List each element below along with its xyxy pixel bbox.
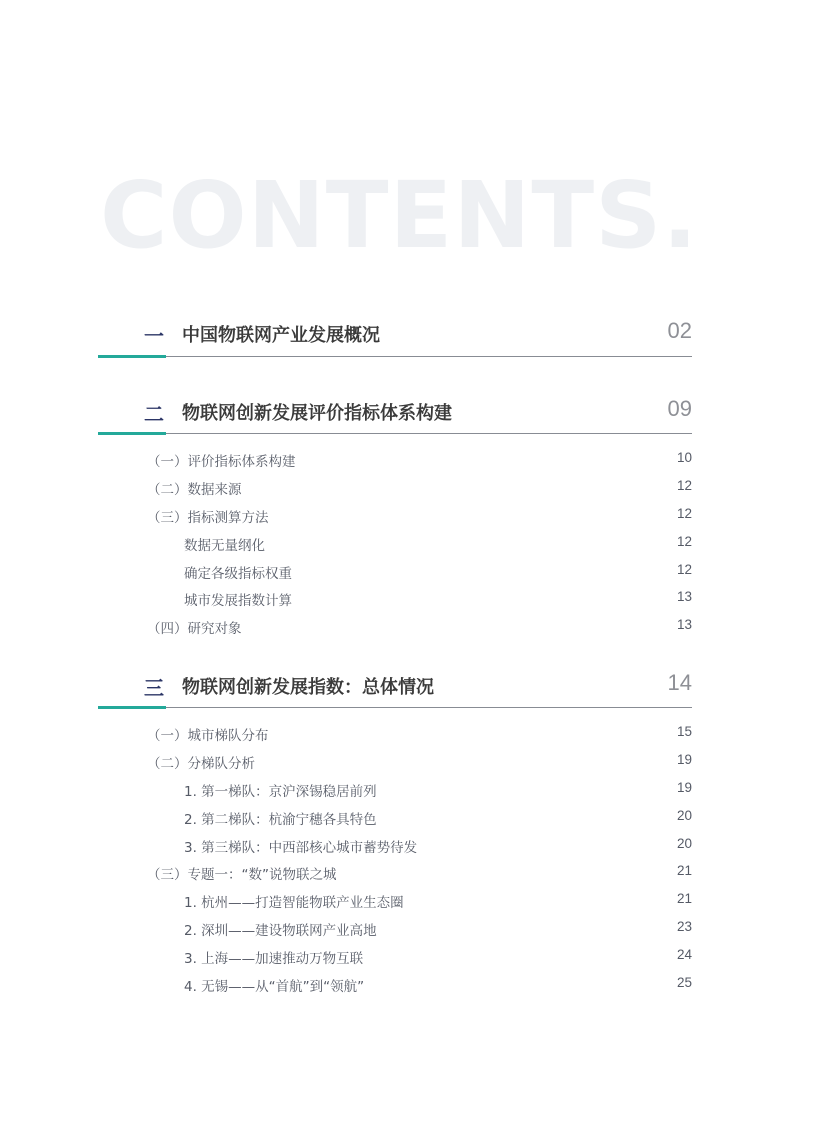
toc-item[interactable] (147, 617, 692, 645)
section-accent-bar (98, 706, 166, 709)
section-accent-bar (98, 355, 166, 358)
toc-item[interactable] (147, 724, 692, 752)
toc-item-page: 20 (676, 835, 692, 851)
toc-item-text: 1. 第一梯队：京沪深锡稳居前列 (184, 783, 377, 800)
section-rule (98, 433, 692, 434)
toc-item-page: 15 (676, 724, 692, 739)
toc-section-3[interactable] (98, 670, 692, 700)
toc-item[interactable] (147, 478, 692, 506)
toc-item-text: 2. 第二梯队：杭渝宁穗各具特色 (184, 811, 377, 828)
toc-item-page: 24 (676, 947, 692, 963)
toc-item-text: 城市发展指数计算 (184, 593, 292, 610)
toc-item-page: 20 (676, 807, 692, 823)
toc-item[interactable] (147, 780, 692, 808)
toc-item[interactable] (147, 506, 692, 534)
toc-item-text: 3. 第三梯队：中西部核心城市蓄势待发 (184, 839, 418, 856)
toc-item-text: （一）评价指标体系构建 (147, 454, 296, 470)
section-accent-bar (98, 432, 166, 435)
toc-item[interactable] (147, 836, 692, 864)
toc-item-text: 2. 深圳——建设物联网产业高地 (184, 923, 377, 940)
section-page: 09 (667, 396, 692, 421)
toc-item-text: 4. 无锡——从“首航”到“领航” (184, 979, 365, 996)
toc-item-text: （三）指标测算方法 (147, 509, 269, 526)
toc-list-section-3 (147, 724, 692, 1003)
toc-item[interactable] (147, 534, 692, 562)
toc-item[interactable] (147, 589, 692, 617)
section-title: 物联网创新发展评价指标体系构建 (182, 403, 452, 424)
section-page: 02 (667, 318, 692, 343)
toc-item[interactable] (147, 808, 692, 836)
toc-item-text: 数据无量纲化 (184, 537, 265, 554)
toc-item-text: （三）专题一：“数”说物联之城 (147, 867, 337, 884)
toc-item-text: （一）城市梯队分布 (147, 728, 269, 744)
toc-item-text: （二）数据来源 (147, 481, 242, 498)
toc-item-page: 19 (676, 779, 692, 795)
toc-item-text: 1. 杭州——打造智能物联产业生态圈 (184, 895, 404, 912)
toc-section-1[interactable] (98, 318, 692, 348)
toc-item-text: 3. 上海——加速推动万物互联 (184, 951, 364, 968)
toc-item-page: 19 (676, 751, 692, 767)
section-rule (98, 707, 692, 708)
section-number: 一 (144, 324, 164, 348)
section-rule (98, 356, 692, 357)
toc-item-page: 12 (676, 477, 692, 493)
toc-section-2[interactable] (98, 396, 692, 426)
section-number: 三 (144, 676, 164, 700)
toc-item[interactable] (147, 752, 692, 780)
toc-item-page: 13 (676, 617, 692, 633)
toc-item[interactable] (147, 863, 692, 891)
toc-item-page: 25 (676, 975, 692, 991)
toc-item[interactable] (147, 450, 692, 478)
toc-item-page: 12 (676, 505, 692, 521)
toc-item[interactable] (147, 975, 692, 1003)
toc-item-text: 确定各级指标权重 (184, 565, 292, 582)
toc-list-section-2 (147, 450, 692, 645)
toc-item-page: 10 (676, 450, 692, 465)
toc-item-page: 21 (676, 863, 692, 879)
section-number: 二 (144, 402, 164, 426)
toc-item-text: （四）研究对象 (147, 621, 242, 638)
contents-watermark: CONTENTS. (100, 162, 699, 269)
section-page: 14 (667, 670, 692, 695)
toc-item[interactable] (147, 919, 692, 947)
toc-item[interactable] (147, 891, 692, 919)
toc-item-text: （二）分梯队分析 (147, 755, 255, 772)
toc-item[interactable] (147, 562, 692, 590)
toc-item-page: 13 (676, 589, 692, 605)
toc-item[interactable] (147, 947, 692, 975)
toc-item-page: 21 (676, 891, 692, 907)
section-title: 物联网创新发展指数：总体情况 (182, 677, 434, 698)
toc-item-page: 12 (676, 561, 692, 577)
toc-item-page: 23 (676, 919, 692, 935)
toc-item-page: 12 (676, 533, 692, 549)
section-title: 中国物联网产业发展概况 (182, 325, 380, 346)
